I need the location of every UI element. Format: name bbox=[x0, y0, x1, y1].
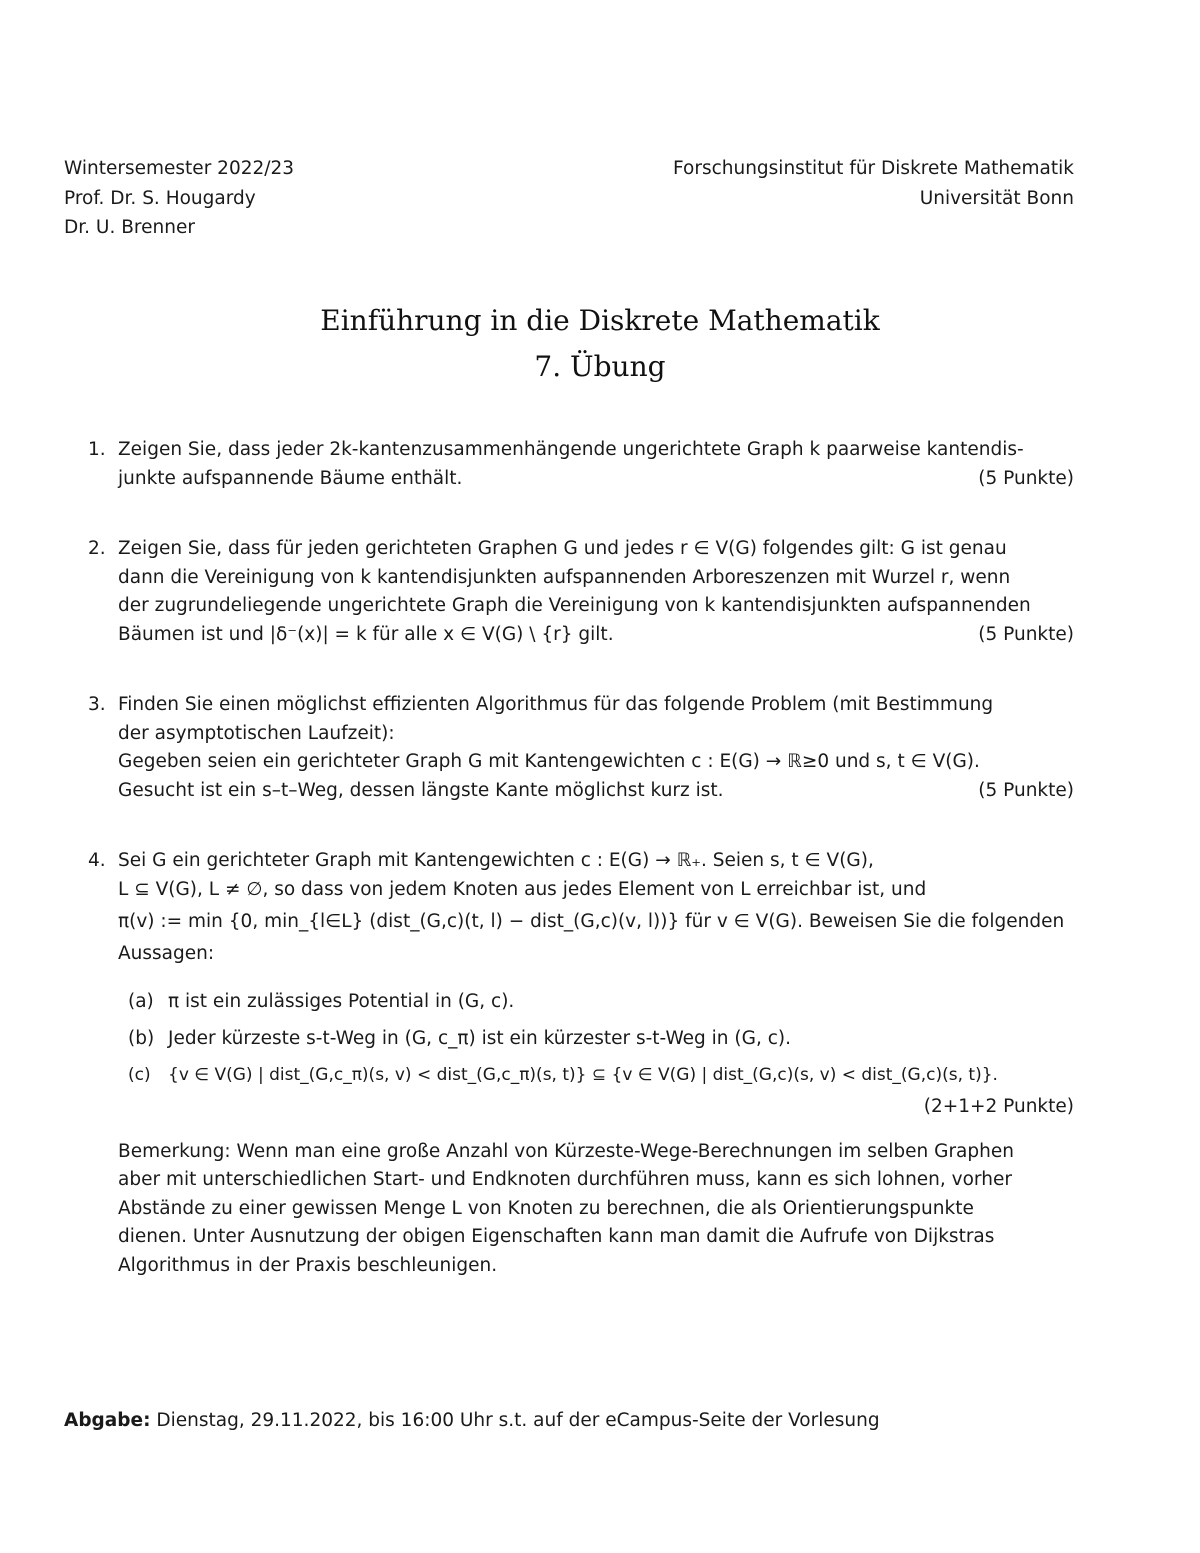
remark-line: Bemerkung: Wenn man eine große Anzahl von Kürzeste-Wege-Berechnungen im selben Graphen bbox=[118, 1140, 1014, 1162]
task-last-line bbox=[118, 621, 1074, 650]
task-last-line bbox=[118, 465, 1074, 494]
sub-item-text: π ist ein zulässiges Potential in (G, c). bbox=[168, 990, 515, 1012]
submission-text: Dienstag, 29.11.2022, bis 16:00 Uhr s.t. auf der eCampus-Seite der Vorlesung bbox=[156, 1410, 880, 1431]
assistant: Dr. U. Brenner bbox=[64, 217, 195, 238]
task-points: (5 Punkte) bbox=[978, 779, 1074, 801]
sub-item-a bbox=[128, 983, 1074, 1020]
university: Universität Bonn bbox=[919, 187, 1074, 209]
task-line: Finden Sie einen möglichst effizienten Algorithmus für das folgende Problem (mit Bestimmung bbox=[118, 694, 994, 715]
sheet-number: 7. Übung bbox=[534, 350, 666, 383]
sub-item-label: (c) bbox=[128, 1064, 151, 1085]
task-number: 3. bbox=[88, 694, 106, 715]
task-points: (5 Punkte) bbox=[978, 623, 1074, 645]
professor: Prof. Dr. S. Hougardy bbox=[64, 187, 256, 209]
submission-note bbox=[64, 1410, 880, 1431]
task-line: Zeigen Sie, dass für jeden gerichteten Graphen G und jedes r ∈ V(G) folgendes gilt: G ist genau bbox=[118, 538, 1007, 559]
header-right bbox=[673, 154, 1074, 213]
sub-item-text: {v ∈ V(G) | dist_(G,c_π)(s, v) < dist_(G,c_π)(s, t)} ⊆ {v ∈ V(G) | dist_(G,c)(s, v) < dist_(G,c)(s, t)}. bbox=[168, 1064, 998, 1085]
task-line: Bäumen ist und |δ⁻(x)| = k für alle x ∈ V(G) \ {r} gilt. bbox=[118, 623, 614, 645]
task-1 bbox=[64, 436, 1074, 493]
task-line: der zugrundeliegende ungerichtete Graph die Vereinigung von k kantendisjunkten aufspannenden bbox=[118, 595, 1031, 616]
task-line: L ⊆ V(G), L ≠ ∅, so dass von jedem Knoten aus jedes Element von L erreichbar ist, und bbox=[118, 878, 927, 900]
task-body bbox=[118, 691, 1074, 805]
task-line: junkte aufspannende Bäume enthält. bbox=[118, 467, 463, 489]
task-body bbox=[118, 436, 1074, 493]
remark-line: Abstände zu einer gewissen Menge L von Knoten zu berechnen, die als Orientierungspunkte bbox=[118, 1197, 974, 1219]
institute: Forschungsinstitut für Diskrete Mathematik bbox=[673, 158, 1074, 179]
sub-item-label: (b) bbox=[128, 1027, 155, 1049]
task-points: (2+1+2 Punkte) bbox=[923, 1095, 1074, 1117]
task-number: 4. bbox=[88, 850, 106, 871]
task-number: 2. bbox=[88, 538, 106, 559]
task-line: Aussagen: bbox=[118, 943, 215, 964]
task-number: 1. bbox=[88, 439, 106, 460]
sub-item-label: (a) bbox=[128, 990, 154, 1012]
sub-items-list bbox=[118, 983, 1074, 1120]
remark-line: dienen. Unter Ausnutzung der obigen Eigenschaften kann man damit die Aufrufe von Dijkstras bbox=[118, 1226, 995, 1247]
remark-line: Algorithmus in der Praxis beschleunigen. bbox=[118, 1254, 498, 1276]
task-line: π(v) := min {0, min_{l∈L} (dist_(G,c)(t, l) − dist_(G,c)(v, l))} für v ∈ V(G). Beweisen Sie die folgenden bbox=[118, 911, 1065, 932]
task-line: Gegeben seien ein gerichteter Graph G mit Kantengewichten c : E(G) → ℝ≥0 und s, t ∈ V(G). bbox=[118, 751, 980, 772]
task-points-row bbox=[118, 1094, 1074, 1120]
task-last-line bbox=[118, 777, 1074, 806]
task-line: dann die Vereinigung von k kantendisjunkten aufspannenden Arboreszenzen mit Wurzel r, wenn bbox=[118, 566, 1011, 588]
task-body bbox=[118, 535, 1074, 649]
task-points: (5 Punkte) bbox=[978, 467, 1074, 489]
sub-item-c bbox=[128, 1057, 1074, 1094]
task-line: Sei G ein gerichteter Graph mit Kantengewichten c : E(G) → ℝ₊. Seien s, t ∈ V(G), bbox=[118, 850, 874, 871]
task-line: der asymptotischen Laufzeit): bbox=[118, 722, 395, 744]
task-3 bbox=[64, 691, 1074, 805]
header-left bbox=[64, 154, 294, 243]
course-title: Einführung in die Diskrete Mathematik bbox=[320, 304, 880, 337]
submission-label: Abgabe: bbox=[64, 1410, 151, 1431]
task-2 bbox=[64, 535, 1074, 649]
task-line: Zeigen Sie, dass jeder 2k-kantenzusammenhängende ungerichtete Graph k paarweise kantendis- bbox=[118, 439, 1024, 460]
task-body bbox=[118, 847, 1074, 1280]
task-4 bbox=[64, 847, 1074, 1280]
task-line: Gesucht ist ein s–t–Weg, dessen längste Kante möglichst kurz ist. bbox=[118, 779, 724, 801]
semester: Wintersemester 2022/23 bbox=[64, 158, 295, 179]
remark-line: aber mit unterschiedlichen Start- und Endknoten durchführen muss, kann es sich lohnen, vorher bbox=[118, 1169, 1012, 1190]
document-title bbox=[0, 298, 1200, 390]
sub-item-text: Jeder kürzeste s-t-Weg in (G, c_π) ist ein kürzester s-t-Weg in (G, c). bbox=[168, 1027, 792, 1049]
remark bbox=[118, 1138, 1074, 1281]
sub-item-b bbox=[128, 1020, 1074, 1057]
